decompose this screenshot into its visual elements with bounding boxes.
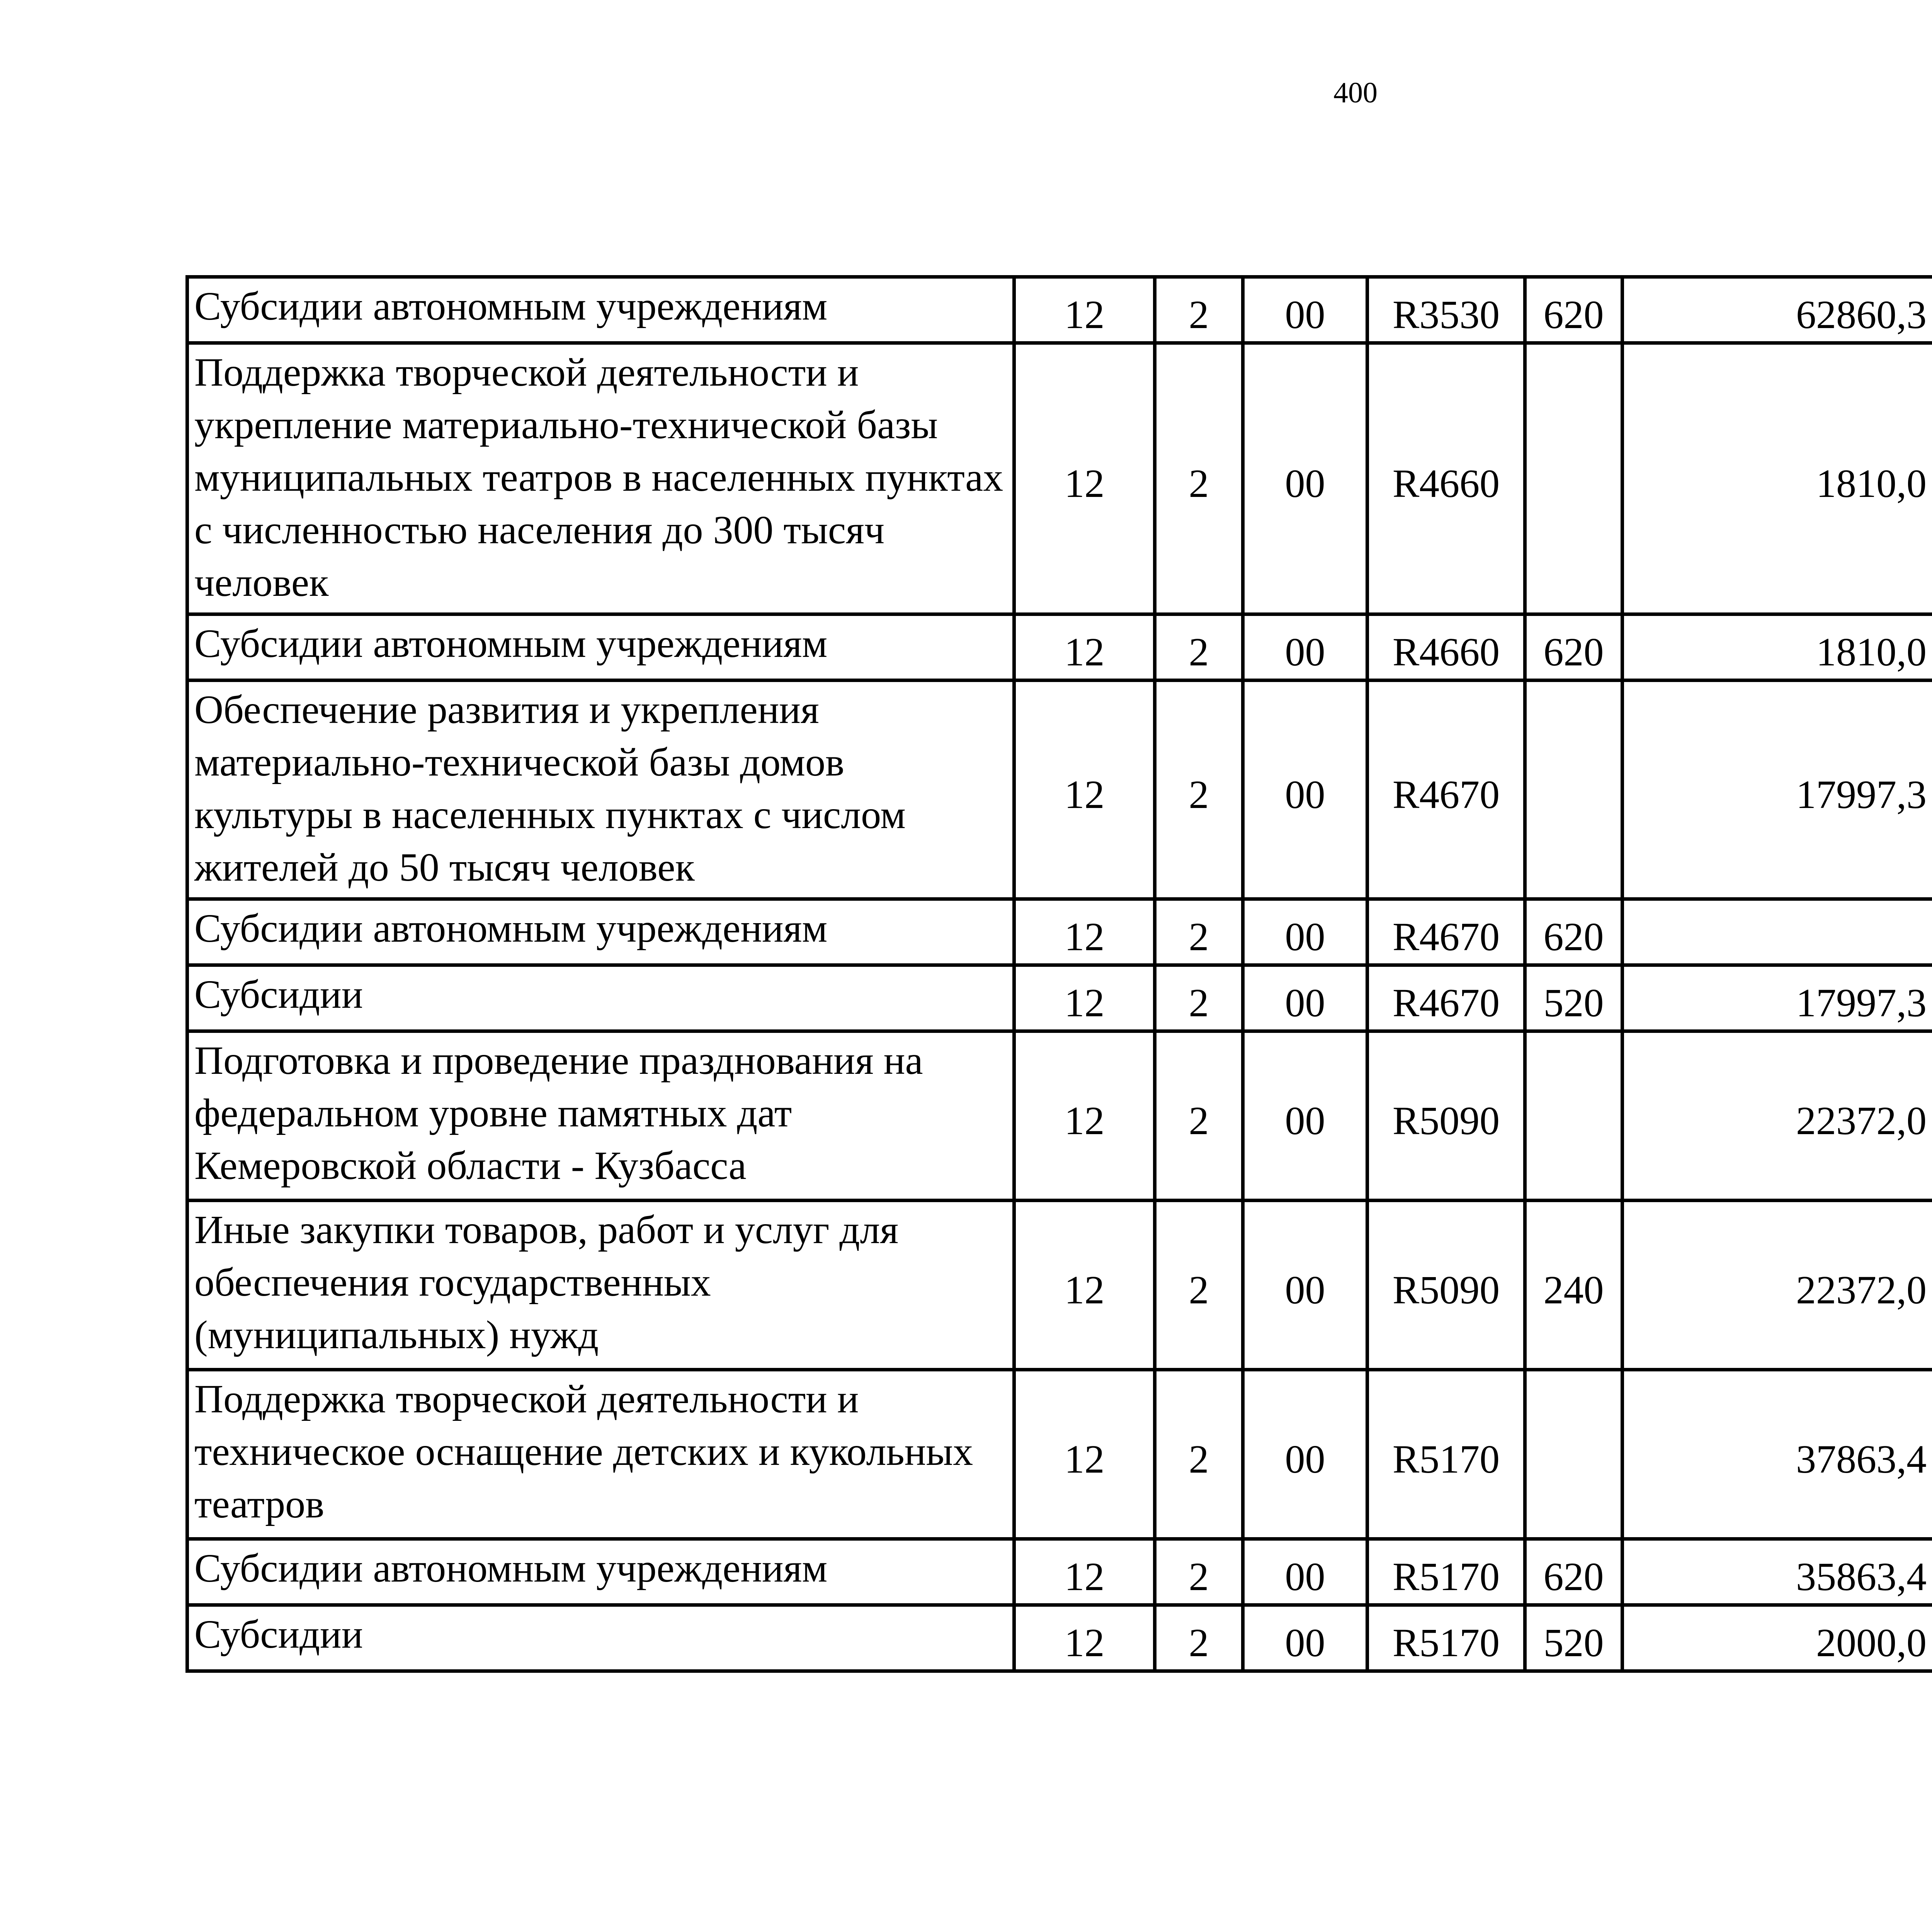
cell-subsection: 2	[1155, 965, 1243, 1031]
cell-subsection: 2	[1155, 614, 1243, 680]
cell-target: R3530	[1367, 277, 1525, 343]
cell-name: Подготовка и проведение празднования на федеральном уровне памятных дат Кемеровской области - Кузбасса	[187, 1031, 1014, 1201]
cell-target: R5170	[1367, 1539, 1525, 1605]
cell-name: Субсидии автономным учреждениям	[187, 899, 1014, 965]
table-row	[187, 614, 1932, 680]
cell-name: Поддержка творческой деятельности и укрепление материально-технической базы муниципальных театров в населенных пунктах с численностью населения до 300 тысяч человек	[187, 343, 1014, 614]
cell-target: R5090	[1367, 1031, 1525, 1201]
cell-program: 00	[1243, 899, 1367, 965]
cell-subsection: 2	[1155, 1605, 1243, 1671]
page-number: 400	[1333, 77, 1378, 109]
cell-name: Субсидии автономным учреждениям	[187, 1539, 1014, 1605]
cell-amount-1: 22372,0	[1622, 1031, 1932, 1201]
table-row	[187, 1031, 1932, 1201]
cell-name: Поддержка творческой деятельности и техническое оснащение детских и кукольных театров	[187, 1370, 1014, 1539]
cell-section: 12	[1014, 680, 1155, 899]
cell-expense-type: 520	[1525, 1605, 1622, 1671]
cell-expense-type: 620	[1525, 614, 1622, 680]
cell-subsection: 2	[1155, 343, 1243, 614]
cell-section: 12	[1014, 1605, 1155, 1671]
cell-target: R4660	[1367, 614, 1525, 680]
table-row	[187, 680, 1932, 899]
table-row	[187, 965, 1932, 1031]
cell-target: R5170	[1367, 1605, 1525, 1671]
budget-table	[185, 275, 1932, 1673]
cell-name: Субсидии автономным учреждениям	[187, 277, 1014, 343]
cell-name: Иные закупки товаров, работ и услуг для обеспечения государственных (муниципальных) нужд	[187, 1201, 1014, 1370]
cell-program: 00	[1243, 1539, 1367, 1605]
cell-target: R4670	[1367, 899, 1525, 965]
cell-subsection: 2	[1155, 1201, 1243, 1370]
cell-program: 00	[1243, 1605, 1367, 1671]
cell-expense-type	[1525, 680, 1622, 899]
cell-expense-type	[1525, 343, 1622, 614]
cell-expense-type: 240	[1525, 1201, 1622, 1370]
cell-program: 00	[1243, 277, 1367, 343]
cell-subsection: 2	[1155, 277, 1243, 343]
table-row	[187, 1539, 1932, 1605]
cell-amount-1: 62860,3	[1622, 277, 1932, 343]
cell-program: 00	[1243, 1370, 1367, 1539]
cell-target: R4660	[1367, 343, 1525, 614]
cell-amount-1: 1810,0	[1622, 614, 1932, 680]
cell-program: 00	[1243, 1201, 1367, 1370]
cell-program: 00	[1243, 965, 1367, 1031]
cell-subsection: 2	[1155, 1370, 1243, 1539]
cell-amount-1: 22372,0	[1622, 1201, 1932, 1370]
cell-subsection: 2	[1155, 680, 1243, 899]
cell-name: Субсидии	[187, 1605, 1014, 1671]
cell-amount-1: 35863,4	[1622, 1539, 1932, 1605]
cell-target: R5170	[1367, 1370, 1525, 1539]
cell-name: Обеспечение развития и укрепления материально-технической базы домов культуры в населенных пунктах с числом жителей до 50 тысяч человек	[187, 680, 1014, 899]
cell-program: 00	[1243, 680, 1367, 899]
table-row	[187, 1605, 1932, 1671]
cell-section: 12	[1014, 899, 1155, 965]
cell-amount-1	[1622, 899, 1932, 965]
cell-amount-1: 37863,4	[1622, 1370, 1932, 1539]
cell-target: R4670	[1367, 965, 1525, 1031]
cell-program: 00	[1243, 343, 1367, 614]
cell-program: 00	[1243, 1031, 1367, 1201]
cell-expense-type: 620	[1525, 899, 1622, 965]
cell-expense-type: 520	[1525, 965, 1622, 1031]
cell-section: 12	[1014, 1201, 1155, 1370]
cell-section: 12	[1014, 1370, 1155, 1539]
cell-section: 12	[1014, 1031, 1155, 1201]
table-row	[187, 899, 1932, 965]
table-row	[187, 277, 1932, 343]
cell-amount-1: 2000,0	[1622, 1605, 1932, 1671]
cell-target: R4670	[1367, 680, 1525, 899]
cell-subsection: 2	[1155, 1539, 1243, 1605]
cell-expense-type: 620	[1525, 277, 1622, 343]
cell-section: 12	[1014, 1539, 1155, 1605]
cell-name: Субсидии	[187, 965, 1014, 1031]
cell-target: R5090	[1367, 1201, 1525, 1370]
cell-section: 12	[1014, 614, 1155, 680]
table-row	[187, 1370, 1932, 1539]
cell-amount-1: 1810,0	[1622, 343, 1932, 614]
cell-amount-1: 17997,3	[1622, 965, 1932, 1031]
cell-expense-type: 620	[1525, 1539, 1622, 1605]
cell-name: Субсидии автономным учреждениям	[187, 614, 1014, 680]
cell-program: 00	[1243, 614, 1367, 680]
cell-section: 12	[1014, 277, 1155, 343]
cell-expense-type	[1525, 1370, 1622, 1539]
cell-section: 12	[1014, 343, 1155, 614]
cell-subsection: 2	[1155, 1031, 1243, 1201]
cell-amount-1: 17997,3	[1622, 680, 1932, 899]
table-row	[187, 343, 1932, 614]
cell-subsection: 2	[1155, 899, 1243, 965]
table-row	[187, 1201, 1932, 1370]
cell-section: 12	[1014, 965, 1155, 1031]
cell-expense-type	[1525, 1031, 1622, 1201]
